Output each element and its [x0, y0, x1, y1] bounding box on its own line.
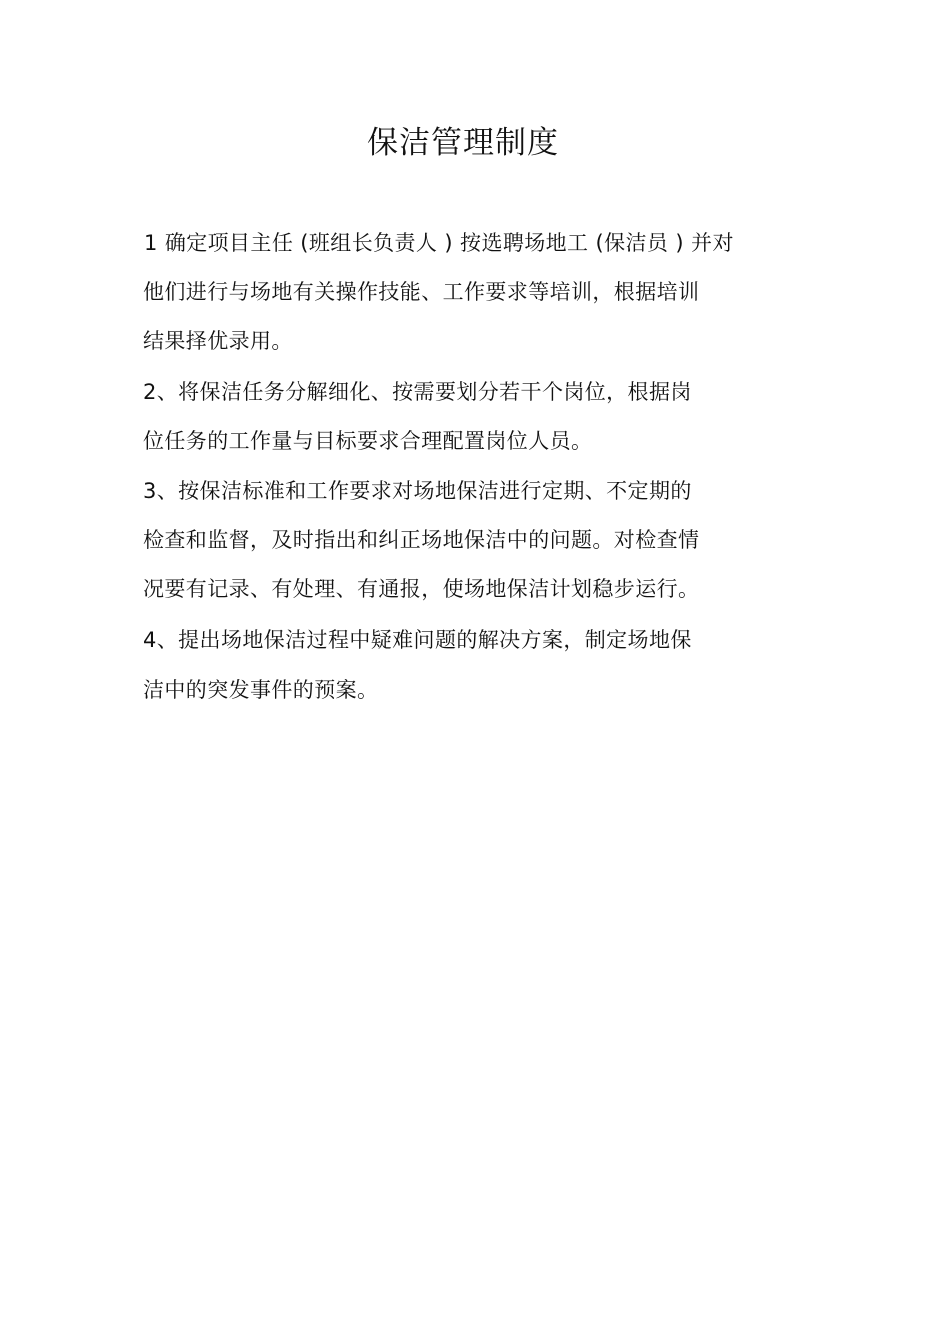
paragraph-1-line-1: 1 确定项目主任 (班组长负责人 ) 按选聘场地工 (保洁员 ) 并对: [144, 231, 734, 255]
paragraph-4-line-1: 4、提出场地保洁过程中疑难问题的解决方案，制定场地保: [143, 628, 692, 652]
paragraph-4-line-2: 洁中的突发事件的预案。: [143, 678, 379, 702]
paragraph-1-line-2: 他们进行与场地有关操作技能、工作要求等培训，根据培训: [143, 280, 700, 304]
paragraph-2-line-2: 位任务的工作量与目标要求合理配置岗位人员。: [143, 429, 593, 453]
paragraph-1-line-3: 结果择优录用。: [143, 329, 293, 353]
paragraph-3-line-2: 检查和监督，及时指出和纠正场地保洁中的问题。对检查情: [143, 528, 700, 552]
paragraph-2-line-1: 2、将保洁任务分解细化、按需要划分若干个岗位，根据岗: [143, 380, 692, 404]
paragraph-3-line-3: 况要有记录、有处理、有通报，使场地保洁计划稳步运行。: [143, 577, 700, 601]
document-title: 保洁管理制度: [367, 125, 559, 161]
paragraph-3-line-1: 3、按保洁标准和工作要求对场地保洁进行定期、不定期的: [143, 479, 692, 503]
